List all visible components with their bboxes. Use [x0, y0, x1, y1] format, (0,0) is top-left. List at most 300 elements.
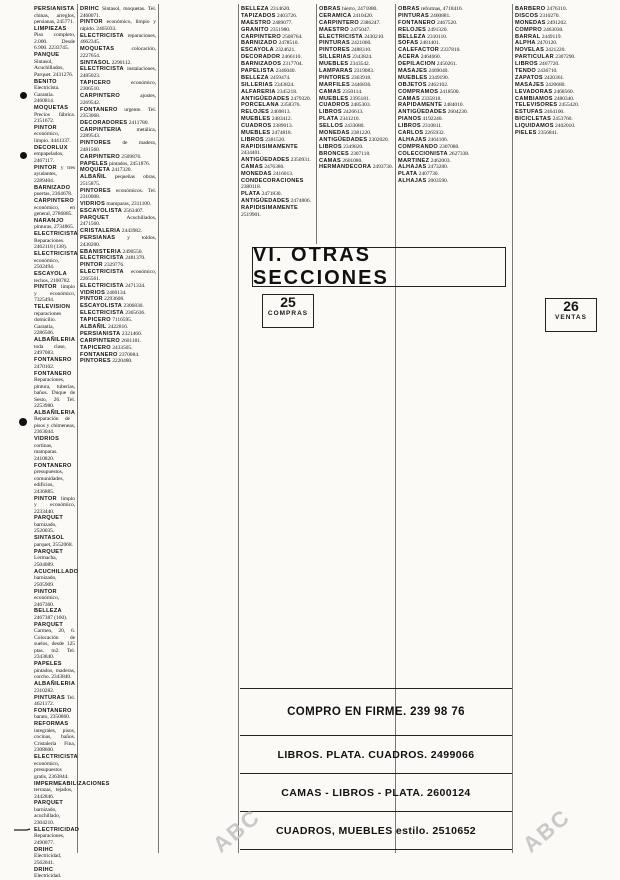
classified-ad [515, 20, 613, 27]
classified-text: chinas, arreglos, persianas, 245771. [34, 12, 75, 25]
classified-text: 2473280. [426, 164, 449, 171]
classified-ad [515, 96, 613, 103]
classified-heading: CUADROS [319, 102, 350, 109]
classified-heading: ELECTRICISTA [34, 231, 78, 238]
classified-text: Lermacha, 2504089. [34, 555, 57, 568]
classified-ad [34, 436, 75, 462]
classified-heading: ESCAYOLA [241, 47, 274, 54]
classified-ad [515, 82, 613, 89]
classified-text: 2306830. [122, 303, 144, 310]
classified-text: 2417320. [110, 167, 132, 174]
classified-heading: LIBROS [398, 123, 421, 130]
classified-heading: FONTANERO [34, 707, 72, 714]
classified-text: Reparaciones, 2490077. [34, 833, 65, 846]
classified-ad [34, 681, 75, 694]
column-rule [77, 4, 78, 853]
classified-ad [515, 102, 613, 109]
classified-ad [80, 290, 156, 297]
classified-text: 2479320. [289, 95, 311, 102]
classified-heading: MARFILES [319, 81, 350, 88]
classified-heading: FONTANERO [80, 106, 118, 113]
classified-text: 2220480. [110, 358, 133, 365]
classified-heading: SOFAS [398, 40, 419, 47]
column-rule [158, 4, 159, 853]
classified-heading: PORCELANA [241, 102, 280, 109]
classified-ad [34, 218, 75, 231]
classified-heading: CAMAS [398, 95, 421, 102]
classified-text: 2324621. [273, 47, 296, 54]
classified-heading: VIDRIOS [80, 201, 106, 208]
classified-heading: LAMPARAS [319, 68, 353, 75]
classified-heading: PINTORES [319, 74, 350, 81]
classified-text: Piso completo, 2.000. Desde 6.900. 2233745. [34, 32, 75, 52]
classified-heading: MOQUETAS [34, 105, 69, 112]
classified-text: 2420361. [542, 74, 565, 81]
classified-heading: ESCAYOLISTA [80, 208, 123, 215]
classified-ad [319, 13, 393, 20]
classifieds-column-2 [80, 6, 156, 365]
classified-text: 2463030. [541, 26, 564, 33]
classified-text: toda clase, 2497083. [34, 343, 66, 357]
classified-text: de madera, 2481560. [80, 140, 156, 153]
classified-ad [80, 161, 156, 168]
classified-heading: FONTANERO [34, 357, 72, 364]
classified-text: empapelados, 2467117. [34, 151, 64, 164]
classified-ad [241, 96, 314, 103]
classified-ad [319, 34, 393, 41]
classified-heading: MONEDAS [515, 19, 546, 26]
classified-ad [34, 79, 75, 105]
classified-heading: EBANISTERIA [80, 248, 122, 255]
classified-text: Electricidad. [34, 873, 62, 880]
classified-ad [319, 54, 393, 61]
classified-heading: VIDRIOS [34, 436, 60, 443]
classified-text: 2474806. [289, 198, 311, 205]
classified-ad [515, 75, 613, 82]
classified-ad [241, 157, 314, 164]
display-ad: COMPRO EN FIRME. 239 98 76 [240, 688, 512, 735]
classified-ad [319, 102, 393, 109]
classified-text: económico, 2265561. [80, 269, 156, 282]
classified-ad [241, 47, 314, 54]
classified-heading: BELLEZA [241, 6, 269, 12]
watermark-logo: ABC [517, 803, 576, 858]
classified-text: 2604230. [446, 109, 468, 116]
classified-text: cortinas, mamparas. 2410820. [34, 442, 58, 462]
classified-ad [34, 463, 75, 496]
classified-heading: MASAJES [515, 81, 545, 88]
classified-ad [319, 144, 393, 151]
classified-ad [241, 20, 314, 27]
classified-text: pinturas, 2734865. [34, 224, 74, 231]
classified-text: económico, limpio. 4441337. [34, 131, 71, 144]
classified-text: pintados, maderas, corcho. 2343840. [34, 667, 75, 681]
classified-heading: PAPELES [34, 661, 62, 668]
classified-ad [80, 167, 156, 174]
classified-text: 2302020. [367, 136, 389, 143]
classified-ad [80, 46, 156, 59]
classified-heading: ESTUFAS [515, 109, 543, 116]
classified-text: 2363918. [349, 74, 372, 81]
classified-heading: PERSIANISTA [80, 330, 121, 337]
classified-ad [80, 331, 156, 338]
classified-ad [398, 123, 510, 130]
classified-heading: PINTOR [34, 164, 57, 171]
classified-ad [319, 47, 393, 54]
classified-ad [80, 93, 156, 106]
classified-text: 2310811. [420, 123, 443, 130]
classified-ad [515, 54, 613, 61]
classified-ad [319, 130, 393, 137]
classified-text: 2489077. [271, 19, 293, 26]
classifieds-column-5 [398, 6, 510, 185]
classified-text: y toldos, 2438200. [80, 235, 156, 248]
classified-heading: CARLOS [398, 130, 424, 137]
classified-text: 2446836. [350, 81, 372, 88]
classified-text: económico, 2502494. [34, 257, 59, 271]
classified-text: 2627338. [447, 150, 470, 157]
classified-ad [398, 144, 510, 151]
classified-text: puertas, 2364678. [34, 191, 73, 198]
column-rule [316, 4, 317, 244]
classified-ad [34, 165, 75, 185]
classified-ad [34, 185, 75, 198]
classified-heading: BELLEZA [398, 33, 426, 40]
classified-ad [241, 34, 314, 41]
classified-ad [80, 283, 156, 290]
classified-text: 2365636. [123, 310, 146, 317]
classified-text: 2433505. [110, 344, 133, 351]
classified-heading: CRISTALERIA [80, 228, 121, 235]
classified-heading: ALBAÑIL [80, 174, 107, 181]
column-rule [512, 4, 513, 853]
classified-ad [34, 721, 75, 754]
classified-text: 2351980. [268, 26, 291, 33]
classified-ad [34, 284, 75, 304]
classified-text: 2370084. [117, 351, 140, 358]
classified-heading: LIBROS [241, 136, 264, 143]
classified-heading: BICICLETAS [515, 116, 552, 123]
classified-text: 2407730. [417, 171, 439, 178]
classified-text: barato, 2350860. [34, 714, 71, 721]
classified-ad [80, 338, 156, 345]
classified-heading: TAPICERO [80, 79, 111, 86]
classified-heading: SILLERIAS [241, 81, 273, 88]
classified-text: 2321460. [120, 330, 142, 337]
classified-ad [80, 215, 156, 228]
classified-text: 2481401. [418, 40, 440, 47]
classified-text: 2421220. [544, 47, 566, 54]
classified-text: 2418500. [438, 88, 460, 95]
classified-heading: ELECTRICISTA [319, 33, 363, 40]
classified-text: 2455420. [557, 102, 579, 109]
classified-heading: PINTOR [34, 588, 57, 595]
bullet-dot-icon [20, 152, 27, 159]
classified-text: hierro, 2471880. [340, 6, 378, 12]
classified-text: 2460881. [429, 12, 451, 19]
classified-ad [319, 27, 393, 34]
classified-ad [241, 191, 314, 198]
classified-ad [319, 164, 393, 171]
classified-heading: MUEBLES [398, 74, 428, 81]
classified-heading: RELOJES [241, 109, 270, 116]
classified-heading: ELECTRICISTA [80, 66, 124, 73]
classified-heading: MASAJES [398, 68, 428, 75]
classified-ad [34, 304, 75, 337]
classifieds-column-3 [241, 6, 314, 218]
classified-heading: BELLEZA [34, 608, 62, 615]
classified-ad [319, 20, 393, 27]
classified-text: 2462102. [426, 81, 449, 88]
classified-text: 2345218. [275, 88, 298, 95]
classified-heading: CONDECORACIONES [241, 177, 304, 184]
classified-ad [241, 27, 314, 34]
classified-ad [241, 205, 314, 218]
watermark-logo: ABC [207, 803, 266, 858]
classified-heading: CARPINTERO [319, 19, 359, 26]
classified-text: Sintasol, Acuchillados, Parquet. 2431276. [34, 58, 74, 78]
classified-text: 2508764. [280, 33, 303, 40]
classified-heading: LIBROS [515, 61, 538, 68]
classified-text: mamparas, 2311100. [105, 201, 151, 208]
classified-heading: CARPINTERIA [80, 126, 122, 133]
classified-ad [241, 61, 314, 68]
classified-text: 2509876. [119, 153, 142, 160]
classified-ad [80, 303, 156, 310]
classified-ad [34, 410, 75, 436]
classified-heading: MONEDAS [319, 130, 350, 137]
classified-text: 2307290. [553, 54, 576, 61]
classified-text: 2343824. [272, 81, 295, 88]
classified-heading: CUADROS [241, 123, 272, 130]
bullet-dot-icon [19, 418, 27, 426]
classified-heading: SILLERIAS [319, 54, 351, 61]
classified-text: 2421060. [350, 40, 372, 47]
classified-heading: BENITO [34, 78, 57, 85]
classified-heading: PINTOR [80, 296, 103, 303]
classified-ad [80, 262, 156, 269]
classified-ad [319, 61, 393, 68]
classified-text: 2314620. [268, 6, 291, 12]
classified-text: 2491320. [426, 26, 448, 33]
classified-text: limpio y económico, 7325494. [34, 284, 75, 304]
classified-ad [398, 68, 510, 75]
classified-heading: BARNIZADO [241, 40, 278, 47]
classified-text: 2416013. [271, 170, 294, 177]
classified-heading: PIANOS [398, 116, 422, 123]
classified-heading: VIDRIOS [80, 289, 106, 296]
classified-ad [241, 137, 314, 144]
classified-heading: ELECTRICISTA [80, 310, 124, 317]
classified-heading: FONTANERO [80, 351, 118, 358]
classified-ad [80, 208, 156, 215]
classified-heading: TELEVISION [34, 304, 71, 311]
classified-text: y tres ayudantes, 2289404. [34, 164, 75, 184]
classified-ad [80, 60, 156, 67]
classified-ad [34, 622, 75, 661]
classified-heading: MAESTRO [241, 19, 272, 26]
classified-heading: ALFARERIA [241, 88, 276, 95]
classified-heading: DRIHC [34, 866, 54, 873]
classified-text: 2468560. [552, 88, 574, 95]
classified-ad [515, 27, 613, 34]
classified-ad [398, 158, 510, 165]
classified-ad [80, 107, 156, 120]
classified-heading: PINTURAS [34, 694, 65, 701]
classified-ad [515, 34, 613, 41]
classified-ad [34, 105, 75, 125]
classified-ad [34, 847, 75, 867]
display-ad: LIBROS. PLATA. CUADROS. 2499066 [240, 735, 512, 773]
classified-ad [398, 89, 510, 96]
classified-text: 2471334. [123, 282, 146, 289]
classified-ad [80, 127, 156, 140]
classified-text: 2459474. [268, 74, 291, 81]
classified-ad [319, 6, 393, 13]
classified-heading: SINTASOL [34, 535, 65, 542]
classified-ad [80, 66, 156, 79]
classified-ad [34, 549, 75, 569]
classified-heading: COMPRANDO [398, 143, 438, 150]
classified-heading: PERSIANISTA [34, 6, 75, 12]
classified-heading: COMPRO [515, 26, 542, 33]
classified-heading: MOQUETA [80, 167, 111, 174]
classified-text: 2563407. [122, 208, 144, 215]
classified-heading: BARNIZADO [34, 184, 71, 191]
classified-text: 2265932. [423, 130, 445, 137]
classified-ad [515, 116, 613, 123]
classified-heading: MAESTRO [319, 26, 350, 33]
classified-heading: ANTIGÜEDADES [241, 157, 290, 164]
classified-text: 2403726. [275, 12, 298, 19]
classified-heading: PLATA [398, 171, 418, 178]
classified-text: 2402010. [553, 123, 576, 130]
classified-heading: CARPINTERO [80, 337, 120, 344]
classified-text: 2356841. [536, 130, 559, 137]
classified-ad [34, 800, 75, 826]
classified-heading: FONTANERO [34, 462, 72, 469]
classified-ad [34, 371, 75, 410]
classified-ad [398, 96, 510, 103]
classified-text: 2467387 (160). [34, 614, 68, 621]
classified-ad [398, 164, 510, 171]
classified-heading: ACERA [398, 54, 420, 61]
classified-heading: ESCAYOLA [34, 271, 67, 278]
classified-heading: OBRAS [398, 6, 420, 12]
classified-ad [80, 6, 156, 19]
classified-text: 2490550. [121, 248, 143, 255]
classified-text: 2462003. [429, 157, 451, 164]
classified-text: 2484010. [442, 102, 464, 109]
classified-text: 2319083. [352, 68, 375, 75]
classified-heading: BRONCES [319, 150, 350, 157]
section-banner: VI. OTRAS SECCIONES [252, 247, 506, 287]
classified-ad [515, 47, 613, 54]
classified-ad [515, 68, 613, 75]
classified-text: Reparaciones, pintura, tuberías, baños. Duque de Sesto, 26. Tel. 2253980. [34, 377, 75, 410]
classified-heading: DISCOS [515, 12, 539, 19]
classified-text: 2349190. [427, 74, 449, 81]
classified-ad [80, 269, 156, 282]
classified-heading: CARPINTERO [34, 198, 74, 205]
classified-ad [319, 137, 393, 144]
classified-heading: PARQUET [80, 214, 110, 221]
classified-heading: PINTOR [34, 284, 57, 291]
classified-text: 2519901. [241, 211, 262, 218]
classified-ad [398, 27, 510, 34]
classified-text: económico, 2306510. [80, 79, 156, 93]
classified-heading: ELECTRICIDAD [34, 826, 80, 833]
classified-text: Acuchillados, 2471560. [80, 214, 156, 228]
classified-ad [515, 40, 613, 47]
classified-text: 2481370. [123, 255, 146, 262]
classified-text: 2426613. [341, 109, 364, 116]
section-number: 25 [280, 294, 296, 310]
classified-heading: CAMAS [319, 157, 342, 164]
classified-ad [34, 535, 75, 548]
classified-ad [34, 708, 75, 721]
classified-ad [515, 130, 613, 137]
classified-heading: MUEBLES [241, 130, 271, 137]
classified-ad [398, 151, 510, 158]
classified-ad [241, 40, 314, 47]
classified-text: Reparación de pisos y chimeneas, 2363044. [34, 416, 75, 436]
classified-ad [319, 40, 393, 47]
classified-text: 2476380. [263, 164, 285, 171]
classified-text: 2310270. [538, 12, 560, 19]
classified-heading: LIBROS [319, 143, 342, 150]
classified-text: barnizado, 2520035. [34, 521, 57, 535]
classified-heading: PINTORES [80, 140, 111, 147]
classified-text: 2389013. [271, 123, 293, 130]
classified-ad [515, 123, 613, 130]
classified-text: económico, 2467360. [34, 595, 59, 608]
classified-heading: HERMANDECORA [319, 164, 372, 171]
classified-text: 2433080. [343, 123, 365, 130]
classified-text: 2310282. [34, 687, 55, 694]
section-header-compras [262, 294, 314, 328]
classified-heading: ALPHA [515, 40, 536, 47]
classified-ad [241, 89, 314, 96]
classified-text: urgente. Tel. 2353068. [80, 106, 156, 120]
classified-ad [398, 82, 510, 89]
classified-text: 2464100. [542, 109, 565, 116]
classified-heading: DRIHC [80, 6, 100, 12]
classified-text: 2466110. [280, 54, 302, 61]
classified-text: 2470120. [535, 40, 558, 47]
classified-text: 2488310. [349, 47, 372, 54]
classified-ad [34, 145, 75, 165]
classified-ad [241, 171, 314, 178]
classified-ad [34, 515, 75, 535]
classified-ad [34, 125, 75, 145]
classified-ad [398, 178, 510, 185]
classified-ad [241, 123, 314, 130]
classified-ad [34, 780, 110, 801]
classified-ad [80, 19, 156, 32]
classified-ad [241, 102, 314, 109]
classified-heading: ESCAYOLISTA [80, 303, 123, 310]
classified-heading: PLATA [319, 116, 339, 123]
classified-text: reparaciones, 4662345. [80, 32, 156, 46]
classified-text: 2467520. [435, 19, 458, 26]
classified-text: 2450261. [435, 61, 457, 68]
classified-heading: ANTIGÜEDADES [241, 95, 290, 102]
classified-ad [319, 123, 393, 130]
classified-text: Tel. 4621172. [34, 694, 75, 707]
classified-heading: COMPRAMOS [398, 88, 439, 95]
classified-ad [319, 158, 393, 165]
